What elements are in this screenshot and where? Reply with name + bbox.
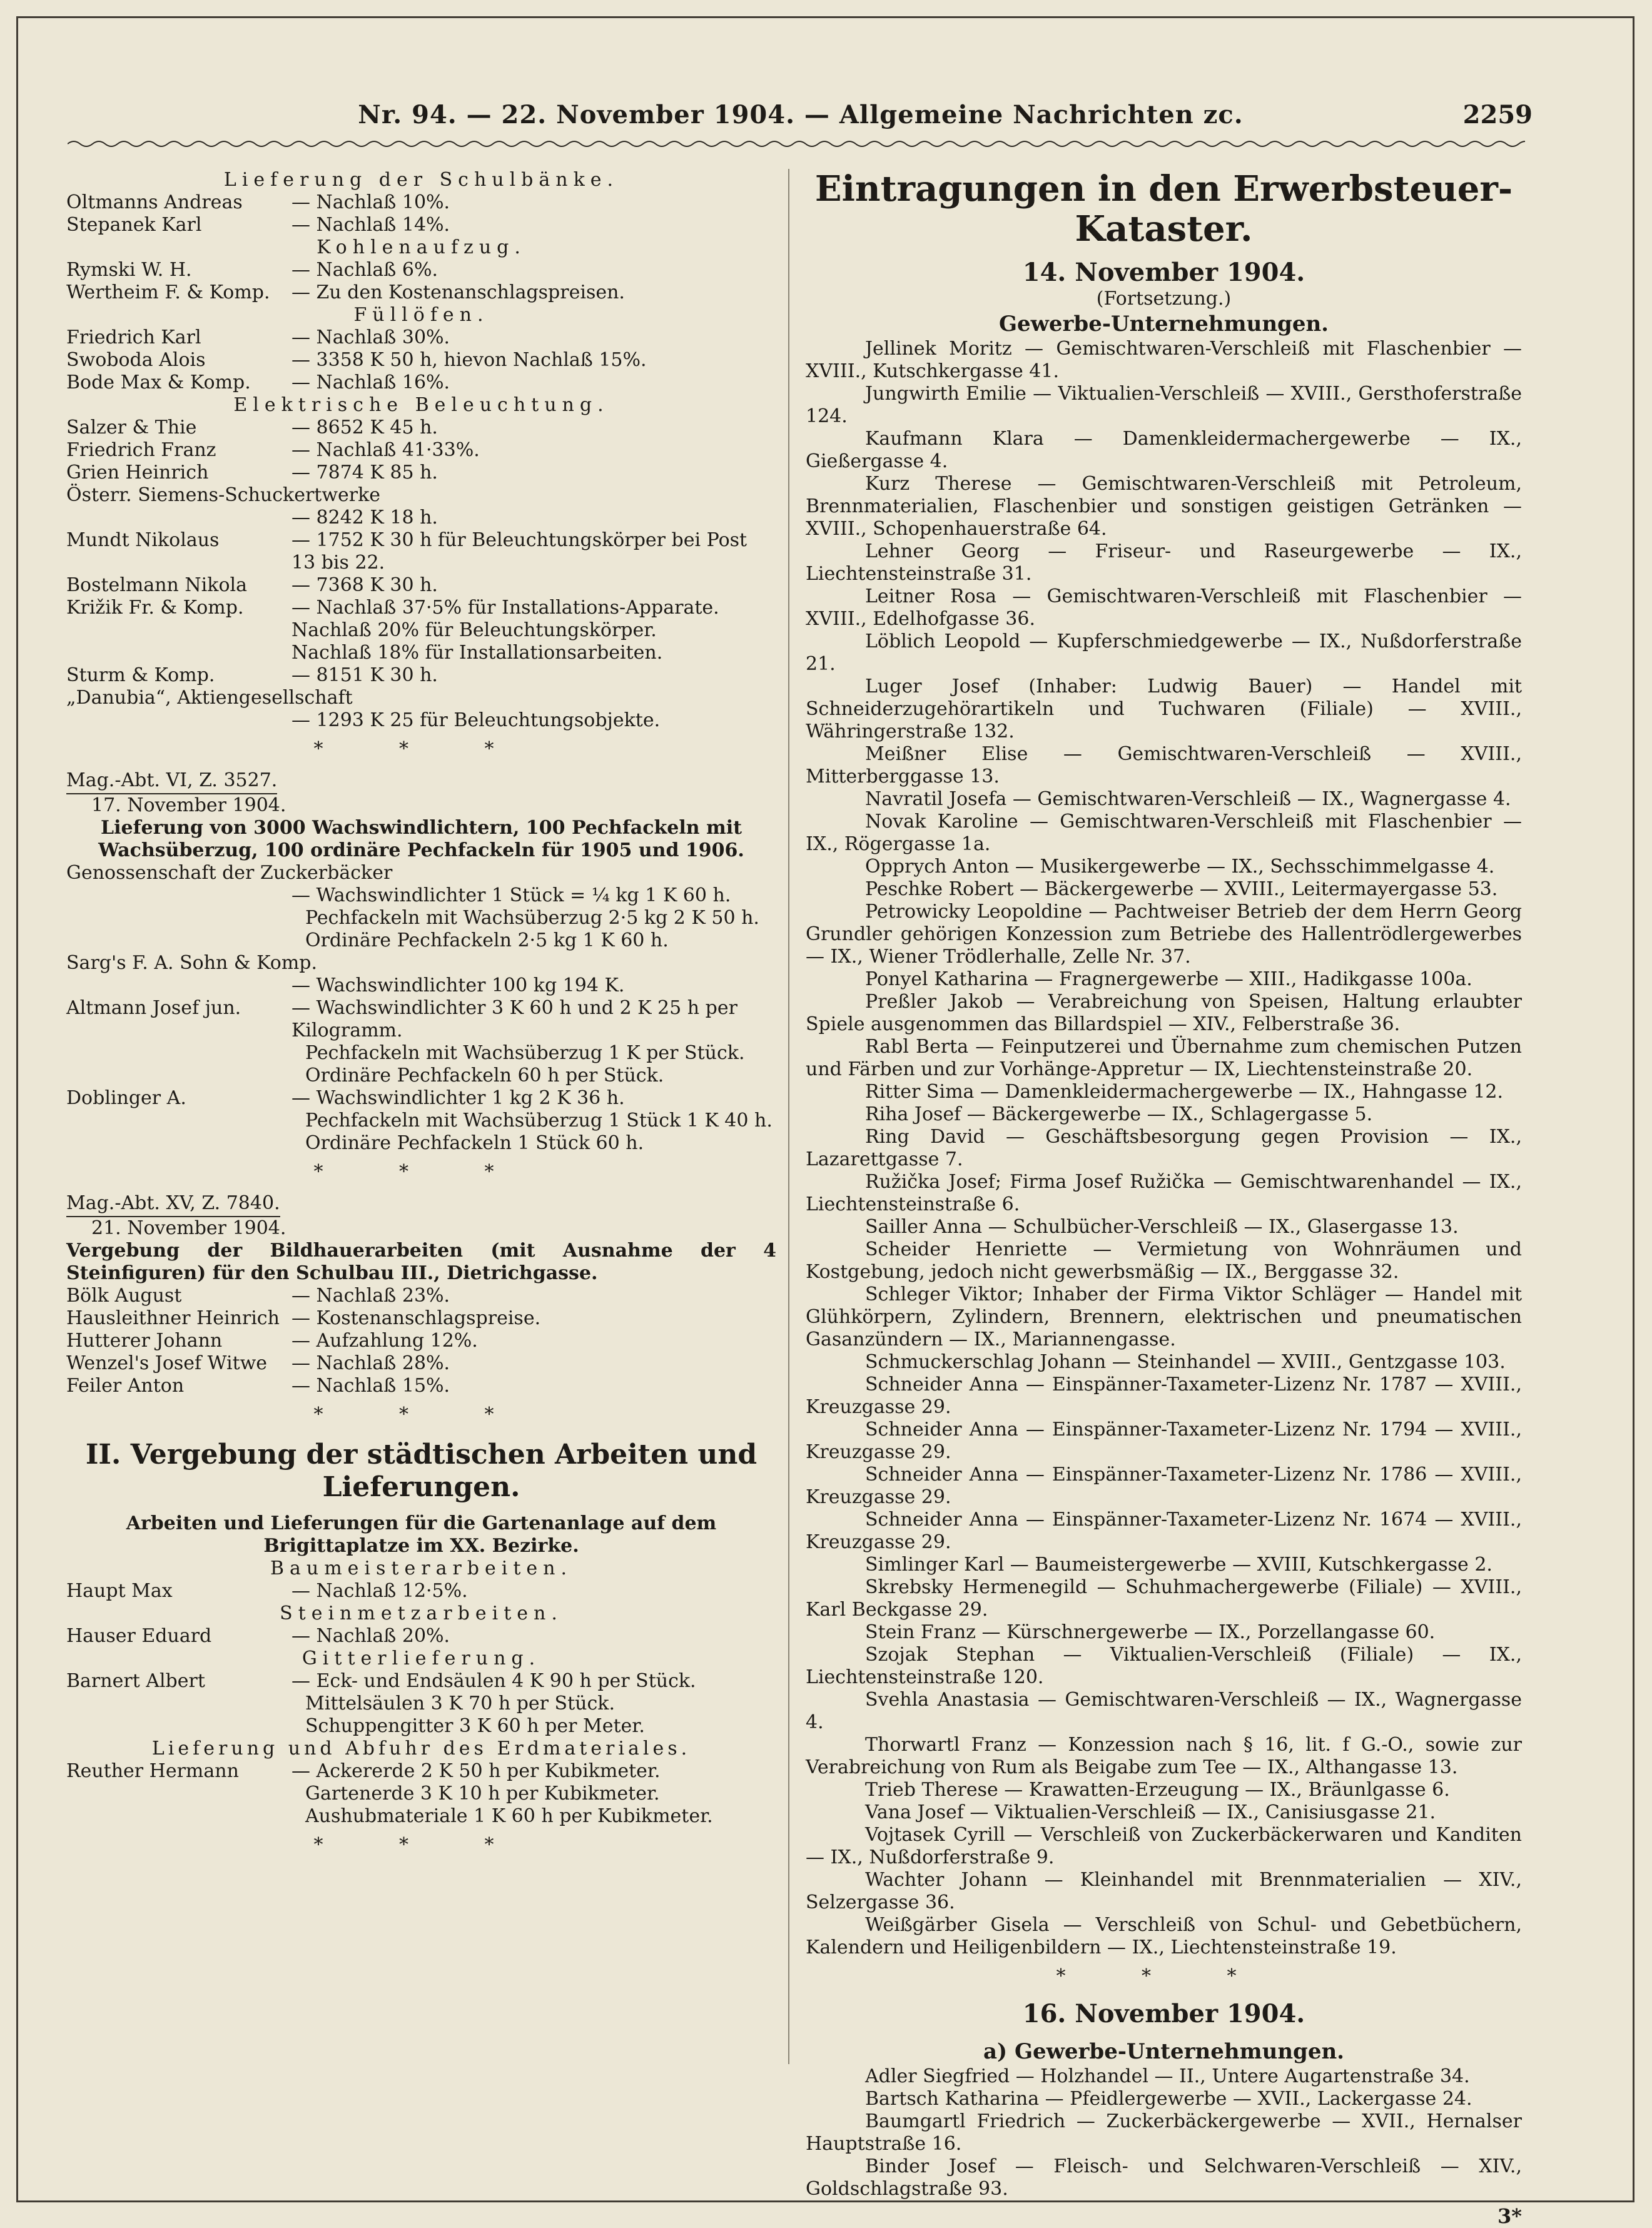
bid-value: Nachlaß 20% für Beleuchtungskörper. bbox=[291, 619, 657, 641]
register-entry: Kaufmann Klara — Damenkleidermachergewerbe — IX., Gießergasse 4. bbox=[806, 428, 1522, 472]
chapter-heading: II. Vergebung der städtischen Arbeiten und Lieferungen. bbox=[85, 1439, 758, 1503]
register-entry: Thorwartl Franz — Konzession nach § 16, lit. f G.-O., sowie zur Verabreichung von Rum als Beigabe zum Tee — IX., Althangasse 13. bbox=[806, 1734, 1522, 1778]
register-entry: Skrebsky Hermenegild — Schuhmachergewerbe (Filiale) — XVIII., Karl Beckgasse 29. bbox=[806, 1576, 1522, 1621]
bidder-name: Hutterer Johann bbox=[66, 1330, 223, 1352]
bid-value: — Nachlaß 37·5% für Installations-Apparate. bbox=[291, 597, 719, 619]
bid-value: — Nachlaß 30%. bbox=[291, 327, 450, 348]
register-entry: Ružička Josef; Firma Josef Ružička — Gemischtwarenhandel — IX., Liechtensteinstraße 6. bbox=[806, 1171, 1522, 1215]
table-row bbox=[66, 484, 776, 507]
register-entry: Vana Josef — Viktualien-Verschleiß — IX., Canisiusgasse 21. bbox=[865, 1801, 1436, 1823]
bidder-name: Sturm & Komp. bbox=[66, 664, 215, 686]
bid-value bbox=[317, 952, 776, 975]
register-entry: Schneider Anna — Einspänner-Taxameter-Lizenz Nr. 1786 — XVIII., Kreuzgasse 29. bbox=[806, 1464, 1522, 1508]
bidder-name: Bode Max & Komp. bbox=[66, 372, 251, 393]
bid-value: Pechfackeln mit Wachsüberzug 2·5 kg 2 K 50 h. bbox=[305, 907, 759, 929]
table-row bbox=[66, 597, 776, 619]
register-entry: Vojtasek Cyrill — Verschleiß von Zuckerbäckerwaren und Kanditen — IX., Nußdorferstraße 9. bbox=[806, 1824, 1522, 1868]
table-row bbox=[66, 1783, 776, 1805]
register-entry: Meißner Elise — Gemischtwaren-Verschleiß — XVIII., Mitterberggasse 13. bbox=[806, 743, 1522, 787]
register-entry: Kurz Therese — Gemischtwaren-Verschleiß mit Petroleum, Brennmaterialien, Flaschenbier und sonstigen geistigen Getränken — XVIII., Schopenhauerstraße 64. bbox=[806, 473, 1522, 540]
page-number: 2259 bbox=[1462, 100, 1533, 129]
register-entry: Schmuckerschlag Johann — Steinhandel — XVIII., Gentzgasse 103. bbox=[865, 1351, 1506, 1373]
bid-value: — Nachlaß 10%. bbox=[291, 191, 450, 213]
bidder-name: Mundt Nikolaus bbox=[66, 529, 220, 551]
register-entry: Jungwirth Emilie — Viktualien-Verschleiß — XVIII., Gersthoferstraße 124. bbox=[806, 383, 1522, 427]
bidder-name bbox=[66, 1132, 291, 1155]
section-heading: Baumeisterarbeiten. bbox=[270, 1557, 573, 1579]
table-row bbox=[66, 687, 776, 709]
table-row bbox=[66, 619, 776, 642]
register-entry: Opprych Anton — Musikergewerbe — IX., Sechsschimmelgasse 4. bbox=[865, 856, 1495, 878]
bidder-name bbox=[66, 1110, 291, 1132]
register-entry: Navratil Josefa — Gemischtwaren-Verschleiß — IX., Wagnergasse 4. bbox=[865, 788, 1511, 810]
bid-value: — Aufzahlung 12%. bbox=[291, 1330, 478, 1352]
table-row bbox=[66, 1352, 776, 1375]
bidder-name bbox=[66, 1693, 291, 1715]
register-entry: Novak Karoline — Gemischtwaren-Verschleiß mit Flaschenbier — IX., Rögergasse 1a. bbox=[806, 811, 1522, 855]
bid-value bbox=[392, 862, 776, 884]
bidder-name: Wertheim F. & Komp. bbox=[66, 281, 270, 303]
section-heading: Elektrische Beleuchtung. bbox=[233, 394, 609, 416]
separator-stars: * * * bbox=[1056, 1965, 1272, 1987]
register-entry: Schneider Anna — Einspänner-Taxameter-Lizenz Nr. 1787 — XVIII., Kreuzgasse 29. bbox=[806, 1374, 1522, 1418]
section-heading: Füllöfen. bbox=[353, 304, 489, 326]
table-row bbox=[66, 1285, 776, 1307]
table-row bbox=[66, 1580, 776, 1603]
bidder-name: Wenzel's Josef Witwe bbox=[66, 1352, 268, 1374]
bid-value: — Wachswindlichter 1 kg 2 K 36 h. bbox=[291, 1087, 625, 1109]
bid-value: — 8652 K 45 h. bbox=[291, 417, 438, 438]
entry-list bbox=[806, 2065, 1522, 2200]
bidder-name bbox=[66, 619, 291, 642]
table-row bbox=[66, 281, 776, 304]
table-row bbox=[66, 417, 776, 439]
bidder-name: Haupt Max bbox=[66, 1580, 173, 1602]
bid-value: — Zu den Kostenanschlagspreisen. bbox=[291, 281, 625, 303]
section-date: 16. November 1904. bbox=[1022, 1999, 1305, 2028]
bidder-name: Rymski W. H. bbox=[66, 259, 192, 281]
bid-value: — Nachlaß 12·5%. bbox=[291, 1580, 468, 1602]
table-row bbox=[66, 439, 776, 462]
bid-value: — Ackererde 2 K 50 h per Kubikmeter. bbox=[291, 1760, 661, 1782]
register-entry: Riha Josef — Bäckergewerbe — IX., Schlagergasse 5. bbox=[865, 1103, 1373, 1125]
bidder-name: Österr. Siemens-Schuckertwerke bbox=[66, 484, 381, 506]
bid-value: — Kostenanschlagspreise. bbox=[291, 1307, 541, 1329]
register-entry: Szojak Stephan — Viktualien-Verschleiß (Filiale) — IX., Liechtensteinstraße 120. bbox=[806, 1644, 1522, 1688]
table-row bbox=[66, 214, 776, 236]
register-entry: Adler Siegfried — Holzhandel — II., Untere Augartenstraße 34. bbox=[865, 2065, 1470, 2087]
bid-value: Ordinäre Pechfackeln 1 Stück 60 h. bbox=[305, 1132, 644, 1154]
header-title: Nr. 94. — 22. November 1904. — Allgemeine Nachrichten zc. bbox=[358, 100, 1244, 129]
table-row bbox=[66, 952, 776, 975]
register-entry: Baumgartl Friedrich — Zuckerbäckergewerbe — XVII., Hernalser Hauptstraße 16. bbox=[806, 2110, 1522, 2155]
reference-line bbox=[66, 769, 776, 794]
bid-value: Gartenerde 3 K 10 h per Kubikmeter. bbox=[305, 1783, 660, 1805]
bidder-name: Križik Fr. & Komp. bbox=[66, 597, 244, 619]
bid-value: — Wachswindlichter 1 Stück = ¼ kg 1 K 60 h. bbox=[291, 884, 731, 906]
subsection-heading: Gewerbe-Unternehmungen. bbox=[998, 311, 1329, 337]
bid-value: — 7874 K 85 h. bbox=[291, 462, 438, 484]
section-title: Lieferung von 3000 Wachswindlichtern, 100 Pechfackeln mit Wachsüberzug, 100 ordinäre Pechfackeln für 1905 und 1906. bbox=[98, 817, 744, 861]
table-row bbox=[66, 1087, 776, 1110]
bidder-name: Hauser Eduard bbox=[66, 1625, 212, 1647]
table-row bbox=[66, 862, 776, 884]
bid-value: — 1752 K 30 h für Beleuchtungskörper bei Post 13 bis 22. bbox=[291, 529, 747, 574]
bidder-name: Grien Heinrich bbox=[66, 462, 209, 484]
table-row bbox=[66, 259, 776, 281]
register-entry: Ring David — Geschäftsbesorgung gegen Provision — IX., Lazarettgasse 7. bbox=[806, 1126, 1522, 1170]
register-entry: Trieb Therese — Krawatten-Erzeugung — IX., Bräunlgasse 6. bbox=[865, 1779, 1450, 1801]
separator-stars: * * * bbox=[313, 1161, 529, 1183]
bid-value bbox=[291, 484, 776, 507]
register-entry: Luger Josef (Inhaber: Ludwig Bauer) — Handel mit Schneiderzugehörartikeln und Tuchwaren (Filiale) — XVIII., Währingerstraße 132. bbox=[806, 676, 1522, 742]
register-entry: Scheider Henriette — Vermietung von Wohnräumen und Kostgebung, jedoch nicht gewerbsmäßig — IX., Berggasse 32. bbox=[806, 1238, 1522, 1283]
table-row bbox=[66, 529, 776, 574]
bid-value: — Wachswindlichter 100 kg 194 K. bbox=[291, 975, 625, 996]
bidder-name bbox=[66, 907, 291, 929]
bidder-name: Feiler Anton bbox=[66, 1375, 185, 1397]
bid-value: Pechfackeln mit Wachsüberzug 1 Stück 1 K 40 h. bbox=[305, 1110, 773, 1132]
bid-value: — 1293 K 25 für Beleuchtungsobjekte. bbox=[291, 709, 661, 731]
register-entry: Ponyel Katharina — Fragnergewerbe — XIII., Hadikgasse 100a. bbox=[865, 968, 1472, 990]
article-title: Eintragungen in den Erwerbsteuer-Kataster. bbox=[814, 168, 1513, 250]
bidder-name bbox=[66, 709, 291, 732]
separator-stars: * * * bbox=[313, 1834, 529, 1856]
table-row bbox=[66, 975, 776, 997]
right-column bbox=[806, 168, 1522, 2228]
section-heading: Lieferung und Abfuhr des Erdmateriales. bbox=[151, 1738, 691, 1760]
table-row bbox=[66, 1693, 776, 1715]
bid-value: — Nachlaß 23%. bbox=[291, 1285, 450, 1307]
section-heading: Lieferung der Schulbänke. bbox=[223, 169, 619, 191]
table-row bbox=[66, 462, 776, 484]
bidder-name: „Danubia“, Aktiengesellschaft bbox=[66, 687, 353, 709]
register-entry: Preßler Jakob — Verabreichung von Speisen, Haltung erlaubter Spiele ausgenommen das Billardspiel — XIV., Felberstraße 36. bbox=[806, 991, 1522, 1035]
bidder-name: Bostelmann Nikola bbox=[66, 574, 247, 596]
table-row bbox=[66, 642, 776, 664]
register-entry: Schneider Anna — Einspänner-Taxameter-Lizenz Nr. 1674 — XVIII., Kreuzgasse 29. bbox=[806, 1509, 1522, 1553]
section-date: 17. November 1904. bbox=[91, 794, 286, 816]
section-heading: Gitterlieferung. bbox=[302, 1648, 541, 1669]
table-row bbox=[66, 574, 776, 597]
table-row bbox=[66, 1625, 776, 1648]
bid-value: Ordinäre Pechfackeln 60 h per Stück. bbox=[305, 1065, 664, 1086]
bid-value: — Eck- und Endsäulen 4 K 90 h per Stück. bbox=[291, 1670, 696, 1692]
table-row bbox=[66, 929, 776, 952]
bid-value: — 3358 K 50 h, hievon Nachlaß 15%. bbox=[291, 349, 647, 371]
table-row bbox=[66, 1042, 776, 1065]
bidder-name bbox=[66, 929, 291, 952]
signature-mark: 3* bbox=[1497, 2204, 1522, 2228]
table-row bbox=[66, 191, 776, 214]
separator-stars: * * * bbox=[313, 738, 529, 760]
reference-number: Mag.-Abt. VI, Z. 3527. bbox=[66, 769, 277, 794]
section-title: Vergebung der Bildhauerarbeiten (mit Ausnahme der 4 Steinfiguren) für den Schulbau III., Dietrichgasse. bbox=[66, 1240, 776, 1284]
bidder-name: Bölk August bbox=[66, 1285, 182, 1307]
table-row bbox=[66, 1670, 776, 1693]
left-column bbox=[66, 169, 776, 1865]
bidder-name: Salzer & Thie bbox=[66, 417, 197, 438]
bid-value: — Nachlaß 20%. bbox=[291, 1625, 450, 1647]
bid-value: — 7368 K 30 h. bbox=[291, 574, 438, 596]
table-row bbox=[66, 1715, 776, 1738]
register-entry: Lehner Georg — Friseur- und Raseurgewerbe — IX., Liechtensteinstraße 31. bbox=[806, 540, 1522, 585]
table-row bbox=[66, 1132, 776, 1155]
register-entry: Simlinger Karl — Baumeistergewerbe — XVIII, Kutschkergasse 2. bbox=[865, 1554, 1492, 1576]
register-entry: Svehla Anastasia — Gemischtwaren-Verschleiß — IX., Wagnergasse 4. bbox=[806, 1689, 1522, 1733]
table-row bbox=[66, 664, 776, 687]
bidder-name: Doblinger A. bbox=[66, 1087, 186, 1109]
table-row bbox=[66, 1110, 776, 1132]
bidder-name bbox=[66, 642, 291, 664]
section-heading: Steinmetzarbeiten. bbox=[280, 1603, 563, 1624]
column-divider bbox=[788, 169, 789, 2064]
continuation-note: (Fortsetzung.) bbox=[1096, 288, 1232, 310]
reference-number: Mag.-Abt. XV, Z. 7840. bbox=[66, 1192, 280, 1217]
bidder-name bbox=[66, 975, 291, 997]
bid-value: — 8151 K 30 h. bbox=[291, 664, 438, 686]
bidder-name: Reuther Hermann bbox=[66, 1760, 239, 1782]
page-header bbox=[75, 94, 1533, 144]
table-row bbox=[66, 507, 776, 529]
reference-line bbox=[66, 1192, 776, 1217]
bid-value: Mittelsäulen 3 K 70 h per Stück. bbox=[305, 1693, 615, 1714]
register-entry: Bartsch Katharina — Pfeidlergewerbe — XVII., Lackergasse 24. bbox=[865, 2088, 1472, 2110]
table-row bbox=[66, 884, 776, 907]
bid-value: — 8242 K 18 h. bbox=[291, 507, 438, 529]
register-entry: Löblich Leopold — Kupferschmiedgewerbe — IX., Nußdorferstraße 21. bbox=[806, 630, 1522, 675]
table-row bbox=[66, 327, 776, 349]
bidder-name: Friedrich Franz bbox=[66, 439, 216, 461]
bidder-name: Hausleithner Heinrich bbox=[66, 1307, 280, 1329]
register-entry: Rabl Berta — Feinputzerei und Übernahme zum chemischen Putzen und Färben und zur Vorhänge-Appretur — IX, Liechtensteinstraße 20. bbox=[806, 1036, 1522, 1080]
bidder-name bbox=[66, 884, 291, 907]
bidder-name: Genossenschaft der Zuckerbäcker bbox=[66, 862, 393, 884]
register-entry: Weißgärber Gisela — Verschleiß von Schul- und Gebetbüchern, Kalendern und Heiligenbildern — IX., Liechtensteinstraße 19. bbox=[806, 1914, 1522, 1958]
bidder-name: Barnert Albert bbox=[66, 1670, 205, 1692]
table-row bbox=[66, 1065, 776, 1087]
bid-value: Nachlaß 18% für Installationsarbeiten. bbox=[291, 642, 663, 664]
bidder-name: Swoboda Alois bbox=[66, 349, 206, 371]
register-entry: Jellinek Moritz — Gemischtwaren-Verschleiß mit Flaschenbier — XVIII., Kutschkergasse 41. bbox=[806, 338, 1522, 382]
bid-value: Aushubmateriale 1 K 60 h per Kubikmeter. bbox=[305, 1805, 713, 1827]
bid-value bbox=[291, 687, 776, 709]
table-row bbox=[66, 349, 776, 372]
bidder-name: Sarg's F. A. Sohn & Komp. bbox=[66, 952, 318, 974]
register-entry: Petrowicky Leopoldine — Pachtweiser Betrieb der dem Herrn Georg Grundler gehörigen Konzession zum Betriebe des Hallentrödlergewerbes — IX., Wiener Trödlerhalle, Zelle Nr. 37. bbox=[806, 901, 1522, 968]
table-row bbox=[66, 1307, 776, 1330]
subsection-heading: a) Gewerbe-Unternehmungen. bbox=[983, 2039, 1345, 2064]
register-entry: Binder Josef — Fleisch- und Selchwaren-Verschleiß — XIV., Goldschlagstraße 93. bbox=[806, 2155, 1522, 2200]
bid-value: — Wachswindlichter 3 K 60 h und 2 K 25 h per Kilogramm. bbox=[291, 997, 737, 1041]
table-row bbox=[66, 372, 776, 394]
section-date: 21. November 1904. bbox=[91, 1217, 286, 1239]
bid-value: Ordinäre Pechfackeln 2·5 kg 1 K 60 h. bbox=[305, 929, 669, 951]
bid-value: Pechfackeln mit Wachsüberzug 1 K per Stück. bbox=[305, 1042, 745, 1064]
bidder-name: Altmann Josef jun. bbox=[66, 997, 241, 1019]
table-row bbox=[66, 1330, 776, 1352]
register-entry: Schleger Viktor; Inhaber der Firma Viktor Schläger — Handel mit Glühkörpern, Zylindern, Brennern, elektrischen und pneumatischen Gasanzündern — IX., Mariannengasse. bbox=[806, 1284, 1522, 1350]
bid-value: — Nachlaß 16%. bbox=[291, 372, 450, 393]
table-row bbox=[66, 1760, 776, 1783]
bid-value: — Nachlaß 6%. bbox=[291, 259, 438, 281]
bidder-name bbox=[66, 1783, 291, 1805]
bidder-name bbox=[66, 1805, 291, 1828]
table-row bbox=[66, 997, 776, 1042]
register-entry: Wachter Johann — Kleinhandel mit Brennmaterialien — XIV., Selzergasse 36. bbox=[806, 1869, 1522, 1913]
table-row bbox=[66, 1375, 776, 1397]
bidder-name bbox=[66, 1042, 291, 1065]
table-row bbox=[66, 907, 776, 929]
register-entry: Ritter Sima — Damenkleidermachergewerbe — IX., Hahngasse 12. bbox=[865, 1081, 1504, 1103]
bid-value: — Nachlaß 15%. bbox=[291, 1375, 450, 1397]
table-row bbox=[66, 1805, 776, 1828]
section-heading: Kohlenaufzug. bbox=[317, 236, 526, 258]
bidder-name: Friedrich Karl bbox=[66, 327, 201, 348]
register-entry: Sailler Anna — Schulbücher-Verschleiß — IX., Glasergasse 13. bbox=[865, 1216, 1459, 1238]
register-entry: Peschke Robert — Bäckergewerbe — XVIII., Leitermayergasse 53. bbox=[865, 878, 1498, 900]
header-wavy-rule bbox=[68, 139, 1525, 149]
bidder-name bbox=[66, 1715, 291, 1738]
bidder-name: Oltmanns Andreas bbox=[66, 191, 243, 213]
chapter-subtitle: Arbeiten und Lieferungen für die Gartenanlage auf dem Brigittaplatze im XX. Bezirke. bbox=[126, 1512, 717, 1557]
entry-list bbox=[806, 338, 1522, 1959]
table-row bbox=[66, 709, 776, 732]
register-entry: Stein Franz — Kürschnergewerbe — IX., Porzellangasse 60. bbox=[865, 1621, 1436, 1643]
bid-value: Schuppengitter 3 K 60 h per Meter. bbox=[305, 1715, 645, 1737]
bid-value: — Nachlaß 41·33%. bbox=[291, 439, 480, 461]
section-date: 14. November 1904. bbox=[1022, 258, 1305, 287]
bid-value: — Nachlaß 28%. bbox=[291, 1352, 450, 1374]
bidder-name bbox=[66, 1065, 291, 1087]
bid-value: — Nachlaß 14%. bbox=[291, 214, 450, 236]
register-entry: Leitner Rosa — Gemischtwaren-Verschleiß mit Flaschenbier — XVIII., Edelhofgasse 36. bbox=[806, 585, 1522, 630]
bidder-name bbox=[66, 507, 291, 529]
separator-stars: * * * bbox=[313, 1404, 529, 1425]
bidder-name: Stepanek Karl bbox=[66, 214, 202, 236]
register-entry: Schneider Anna — Einspänner-Taxameter-Lizenz Nr. 1794 — XVIII., Kreuzgasse 29. bbox=[806, 1419, 1522, 1463]
